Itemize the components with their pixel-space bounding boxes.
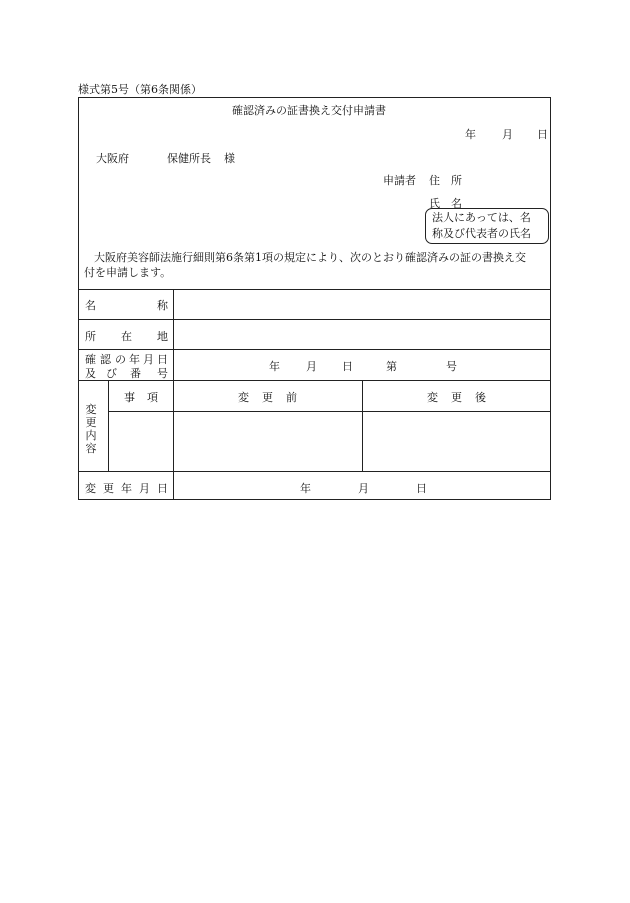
confirm-label2-char-4: 号 <box>157 367 168 380</box>
change-content-char-4: 容 <box>85 442 97 455</box>
location-label-char-2: 在 <box>121 330 132 343</box>
confirm-label-char-2: 認 <box>100 353 111 366</box>
change-year-label: 年 <box>300 482 311 495</box>
confirm-year-label: 年 <box>269 360 280 373</box>
confirm-month-label: 月 <box>306 360 317 373</box>
confirm-label2-char-2: び <box>106 367 117 380</box>
confirm-label2-char-1: 及 <box>85 367 96 380</box>
confirm-go-label: 号 <box>446 360 457 373</box>
change-month-label: 月 <box>358 482 369 495</box>
change-header-rule <box>108 411 551 412</box>
change-date-char-3: 年 <box>121 482 132 495</box>
date-day-label: 日 <box>537 128 548 141</box>
change-content-char-1: 変 <box>85 403 97 416</box>
before-label-char-1: 変 <box>238 391 249 404</box>
addressee-honorific: 様 <box>224 152 235 165</box>
confirm-label-char-5: 月 <box>143 353 154 366</box>
name-label-char-2: 称 <box>157 299 168 312</box>
label-column-rule <box>173 289 174 500</box>
matter-label-char-1: 事 <box>124 391 135 404</box>
matter-label-char-2: 項 <box>147 391 158 404</box>
change-day-label: 日 <box>416 482 427 495</box>
row-rule-3 <box>78 380 551 381</box>
body-text-line1: 大阪府美容師法施行細則第6条第1項の規定により、次のとおり確認済みの証の書換え交 <box>94 251 526 264</box>
confirm-label-char-1: 確 <box>85 353 96 366</box>
change-section-rule <box>108 380 109 471</box>
date-month-label: 月 <box>502 128 513 141</box>
name-label-char-1: 名 <box>85 299 96 312</box>
change-date-char-1: 変 <box>85 482 96 495</box>
after-label-char-3: 後 <box>475 391 486 404</box>
change-content-char-2: 更 <box>85 416 97 429</box>
confirm-label-char-6: 日 <box>157 353 168 366</box>
corporate-note-line1: 法人にあっては、名 <box>432 211 531 224</box>
applicant-address-label: 住 所 <box>429 174 462 187</box>
row-rule-2 <box>78 349 551 350</box>
date-year-label: 年 <box>465 128 476 141</box>
addressee-prefecture: 大阪府 <box>96 152 129 165</box>
change-content-char-3: 内 <box>85 429 97 442</box>
confirm-dai-label: 第 <box>386 360 397 373</box>
applicant-name-label: 氏 名 <box>429 197 462 210</box>
addressee-office: 保健所長 <box>167 152 211 165</box>
confirm-day-label: 日 <box>342 360 353 373</box>
form-number-label: 様式第5号（第6条関係） <box>78 83 202 96</box>
change-date-char-4: 月 <box>139 482 150 495</box>
confirm-label-char-4: 年 <box>129 353 140 366</box>
row-rule-1 <box>78 319 551 320</box>
change-content-label <box>84 403 98 455</box>
corporate-note-line2: 称及び代表者の氏名 <box>432 227 531 240</box>
confirm-label-char-3: の <box>115 353 126 366</box>
after-label-char-1: 変 <box>427 391 438 404</box>
body-text-line2: 付を申請します。 <box>84 266 172 279</box>
before-label-char-2: 更 <box>262 391 273 404</box>
before-after-rule <box>362 380 363 471</box>
applicant-label: 申請者 <box>383 174 416 187</box>
before-label-char-3: 前 <box>286 391 297 404</box>
row-rule-4 <box>78 471 551 472</box>
confirm-label2-char-3: 番 <box>130 367 141 380</box>
application-form-frame <box>78 97 551 500</box>
location-label-char-1: 所 <box>85 330 96 343</box>
table-top-rule <box>78 289 551 290</box>
change-date-char-2: 更 <box>103 482 114 495</box>
after-label-char-2: 更 <box>451 391 462 404</box>
change-date-char-5: 日 <box>157 482 168 495</box>
location-label-char-3: 地 <box>157 330 168 343</box>
form-title: 確認済みの証書換え交付申請書 <box>232 104 386 117</box>
